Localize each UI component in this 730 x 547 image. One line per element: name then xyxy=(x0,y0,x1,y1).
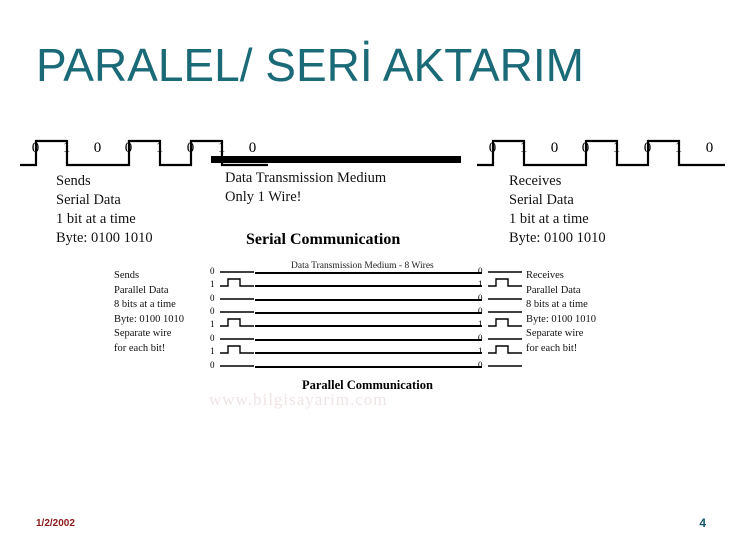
bit-mark: 0 xyxy=(210,333,215,343)
line: Byte: 0100 1010 xyxy=(114,313,184,325)
bit-mark: 0 xyxy=(210,293,215,303)
line: Sends xyxy=(56,173,91,189)
line: Parallel Data xyxy=(114,284,169,296)
line: 8 bits at a time xyxy=(114,299,176,310)
parallel-wire xyxy=(255,325,482,327)
serial-right-description xyxy=(509,172,606,248)
parallel-left-description xyxy=(114,269,184,356)
serial-left-waveform xyxy=(20,133,270,173)
bit: 0 xyxy=(581,140,590,156)
bit: 1 xyxy=(612,140,621,156)
parallel-caption: Parallel Communication xyxy=(302,378,433,392)
line: Receives xyxy=(526,270,564,281)
bit-mark: 1 xyxy=(478,319,483,329)
bit-mark: 0 xyxy=(478,266,483,276)
parallel-wire xyxy=(255,339,482,341)
parallel-right-description xyxy=(526,269,596,356)
line: Sends xyxy=(114,270,140,281)
line: for each bit! xyxy=(114,342,166,354)
line: 1 bit at a time xyxy=(56,211,136,227)
serial-caption: Serial Communication xyxy=(246,231,401,248)
bit-mark: 0 xyxy=(478,360,483,370)
page-title: PARALEL/ SERİ AKTARIM xyxy=(36,39,584,91)
bit: 0 xyxy=(93,140,102,156)
parallel-wire xyxy=(255,352,482,354)
parallel-medium-label: Data Transmission Medium - 8 Wires xyxy=(291,261,434,271)
line: Data Transmission Medium xyxy=(225,170,387,186)
line: Byte: 0100 1010 xyxy=(526,313,596,325)
bit-mark: 0 xyxy=(478,333,483,343)
serial-left-description xyxy=(56,172,153,248)
bit: 0 xyxy=(643,140,652,156)
line: Serial Data xyxy=(56,192,121,208)
bit: 0 xyxy=(248,140,257,156)
bit: 0 xyxy=(186,140,195,156)
line: Only 1 Wire! xyxy=(225,189,302,205)
bit-mark: 1 xyxy=(478,279,483,289)
footer-date: 1/2/2002 xyxy=(36,518,75,529)
bit-mark: 1 xyxy=(210,319,215,329)
page-number: 4 xyxy=(699,516,706,530)
serial-right-waveform xyxy=(477,133,727,173)
bit-mark: 0 xyxy=(210,306,215,316)
serial-medium-wire xyxy=(211,156,461,163)
parallel-wire xyxy=(255,366,482,368)
bit: 0 xyxy=(705,140,714,156)
bit-mark: 0 xyxy=(210,360,215,370)
bit-mark: 0 xyxy=(478,293,483,303)
transmission-diagram xyxy=(14,128,714,418)
line: 8 bits at a time xyxy=(526,299,588,310)
bit-mark: 1 xyxy=(478,346,483,356)
line: 1 bit at a time xyxy=(509,211,589,227)
parallel-wire xyxy=(255,285,482,287)
bit: 1 xyxy=(674,140,683,156)
line: for each bit! xyxy=(526,342,578,354)
bit: 1 xyxy=(62,140,71,156)
bit-mark: 0 xyxy=(478,306,483,316)
parallel-wire xyxy=(255,299,482,301)
watermark: www.bilgisayarim.com xyxy=(209,390,388,409)
bit: 0 xyxy=(550,140,559,156)
line: Separate wire xyxy=(114,328,172,339)
line: Byte: 0100 1010 xyxy=(56,230,153,246)
line: Receives xyxy=(509,173,562,189)
parallel-wire xyxy=(255,272,482,274)
parallel-left-pulse-group xyxy=(210,266,256,375)
parallel-right-pulse-group xyxy=(478,266,524,375)
line: Serial Data xyxy=(509,192,574,208)
serial-medium-label xyxy=(225,169,386,207)
bit: 0 xyxy=(124,140,133,156)
bit: 1 xyxy=(155,140,164,156)
bit-mark: 1 xyxy=(210,279,215,289)
line: Byte: 0100 1010 xyxy=(509,230,606,246)
bit: 0 xyxy=(488,140,497,156)
parallel-wire xyxy=(255,312,482,314)
bit-mark: 0 xyxy=(210,266,215,276)
bit: 1 xyxy=(519,140,528,156)
bit-mark: 1 xyxy=(210,346,215,356)
line: Parallel Data xyxy=(526,284,581,296)
bit: 0 xyxy=(31,140,40,156)
bit: 1 xyxy=(217,140,226,156)
line: Separate wire xyxy=(526,328,584,339)
